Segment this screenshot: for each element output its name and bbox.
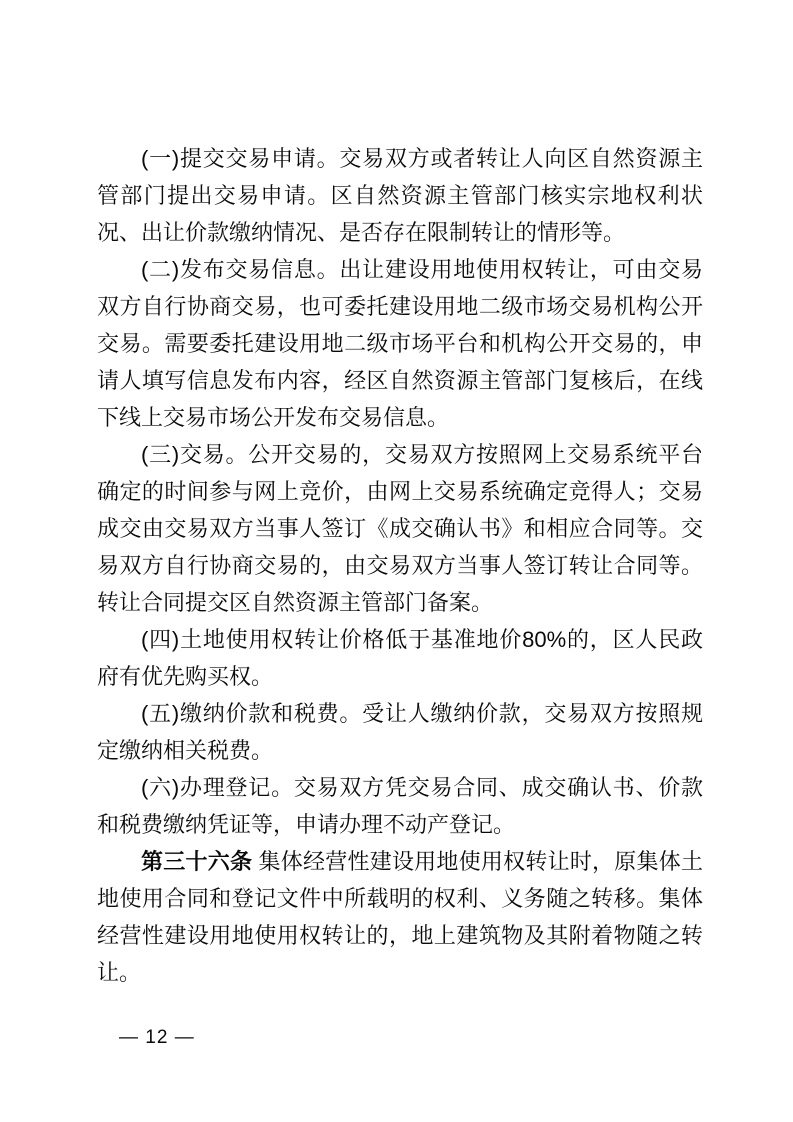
article-36-text: 集体经营性建设用地使用权转让时，原集体土地使用合同和登记文件中所载明的权利、义务随之转移。集体经营性建设用地使用权转让的，地上建筑物及其附着物随之转让。 — [97, 849, 703, 985]
article-36-paragraph — [97, 843, 703, 991]
document-body — [97, 140, 703, 991]
page-number: — 12 — — [119, 1027, 195, 1048]
clause-3-text: (三)交易。公开交易的，交易双方按照网上交易系统平台确定的时间参与网上竞价，由网上交易系统确定竞得人；交易成交由交易双方当事人签订《成交确认书》和相应合同等。交易双方自行协商交易的，由交易双方当事人签订转让合同等。转让合同提交区自然资源主管部门备案。 — [97, 442, 703, 615]
clause-5-paragraph — [97, 695, 703, 769]
clause-2-text: (二)发布交易信息。出让建设用地使用权转让，可由交易双方自行协商交易，也可委托建设用地二级市场交易机构公开交易。需要委托建设用地二级市场平台和机构公开交易的，申请人填写信息发布内容，经区自然资源主管部门复核后，在线下线上交易市场公开发布交易信息。 — [97, 257, 703, 430]
article-36-lead: 第三十六条 — [141, 849, 253, 874]
clause-4-text: (四)土地使用权转让价格低于基准地价80%的，区人民政府有优先购买权。 — [97, 627, 703, 689]
clause-6-paragraph — [97, 769, 703, 843]
clause-4-paragraph — [97, 621, 703, 695]
clause-5-text: (五)缴纳价款和税费。受让人缴纳价款，交易双方按照规定缴纳相关税费。 — [97, 701, 703, 763]
clause-3-paragraph — [97, 436, 703, 621]
clause-1-paragraph — [97, 140, 703, 251]
clause-1-text: (一)提交交易申请。交易双方或者转让人向区自然资源主管部门提出交易申请。区自然资源主管部门核实宗地权利状况、出让价款缴纳情况、是否存在限制转让的情形等。 — [97, 146, 703, 245]
clause-6-text: (六)办理登记。交易双方凭交易合同、成交确认书、价款和税费缴纳凭证等，申请办理不动产登记。 — [97, 775, 703, 837]
clause-2-paragraph — [97, 251, 703, 436]
